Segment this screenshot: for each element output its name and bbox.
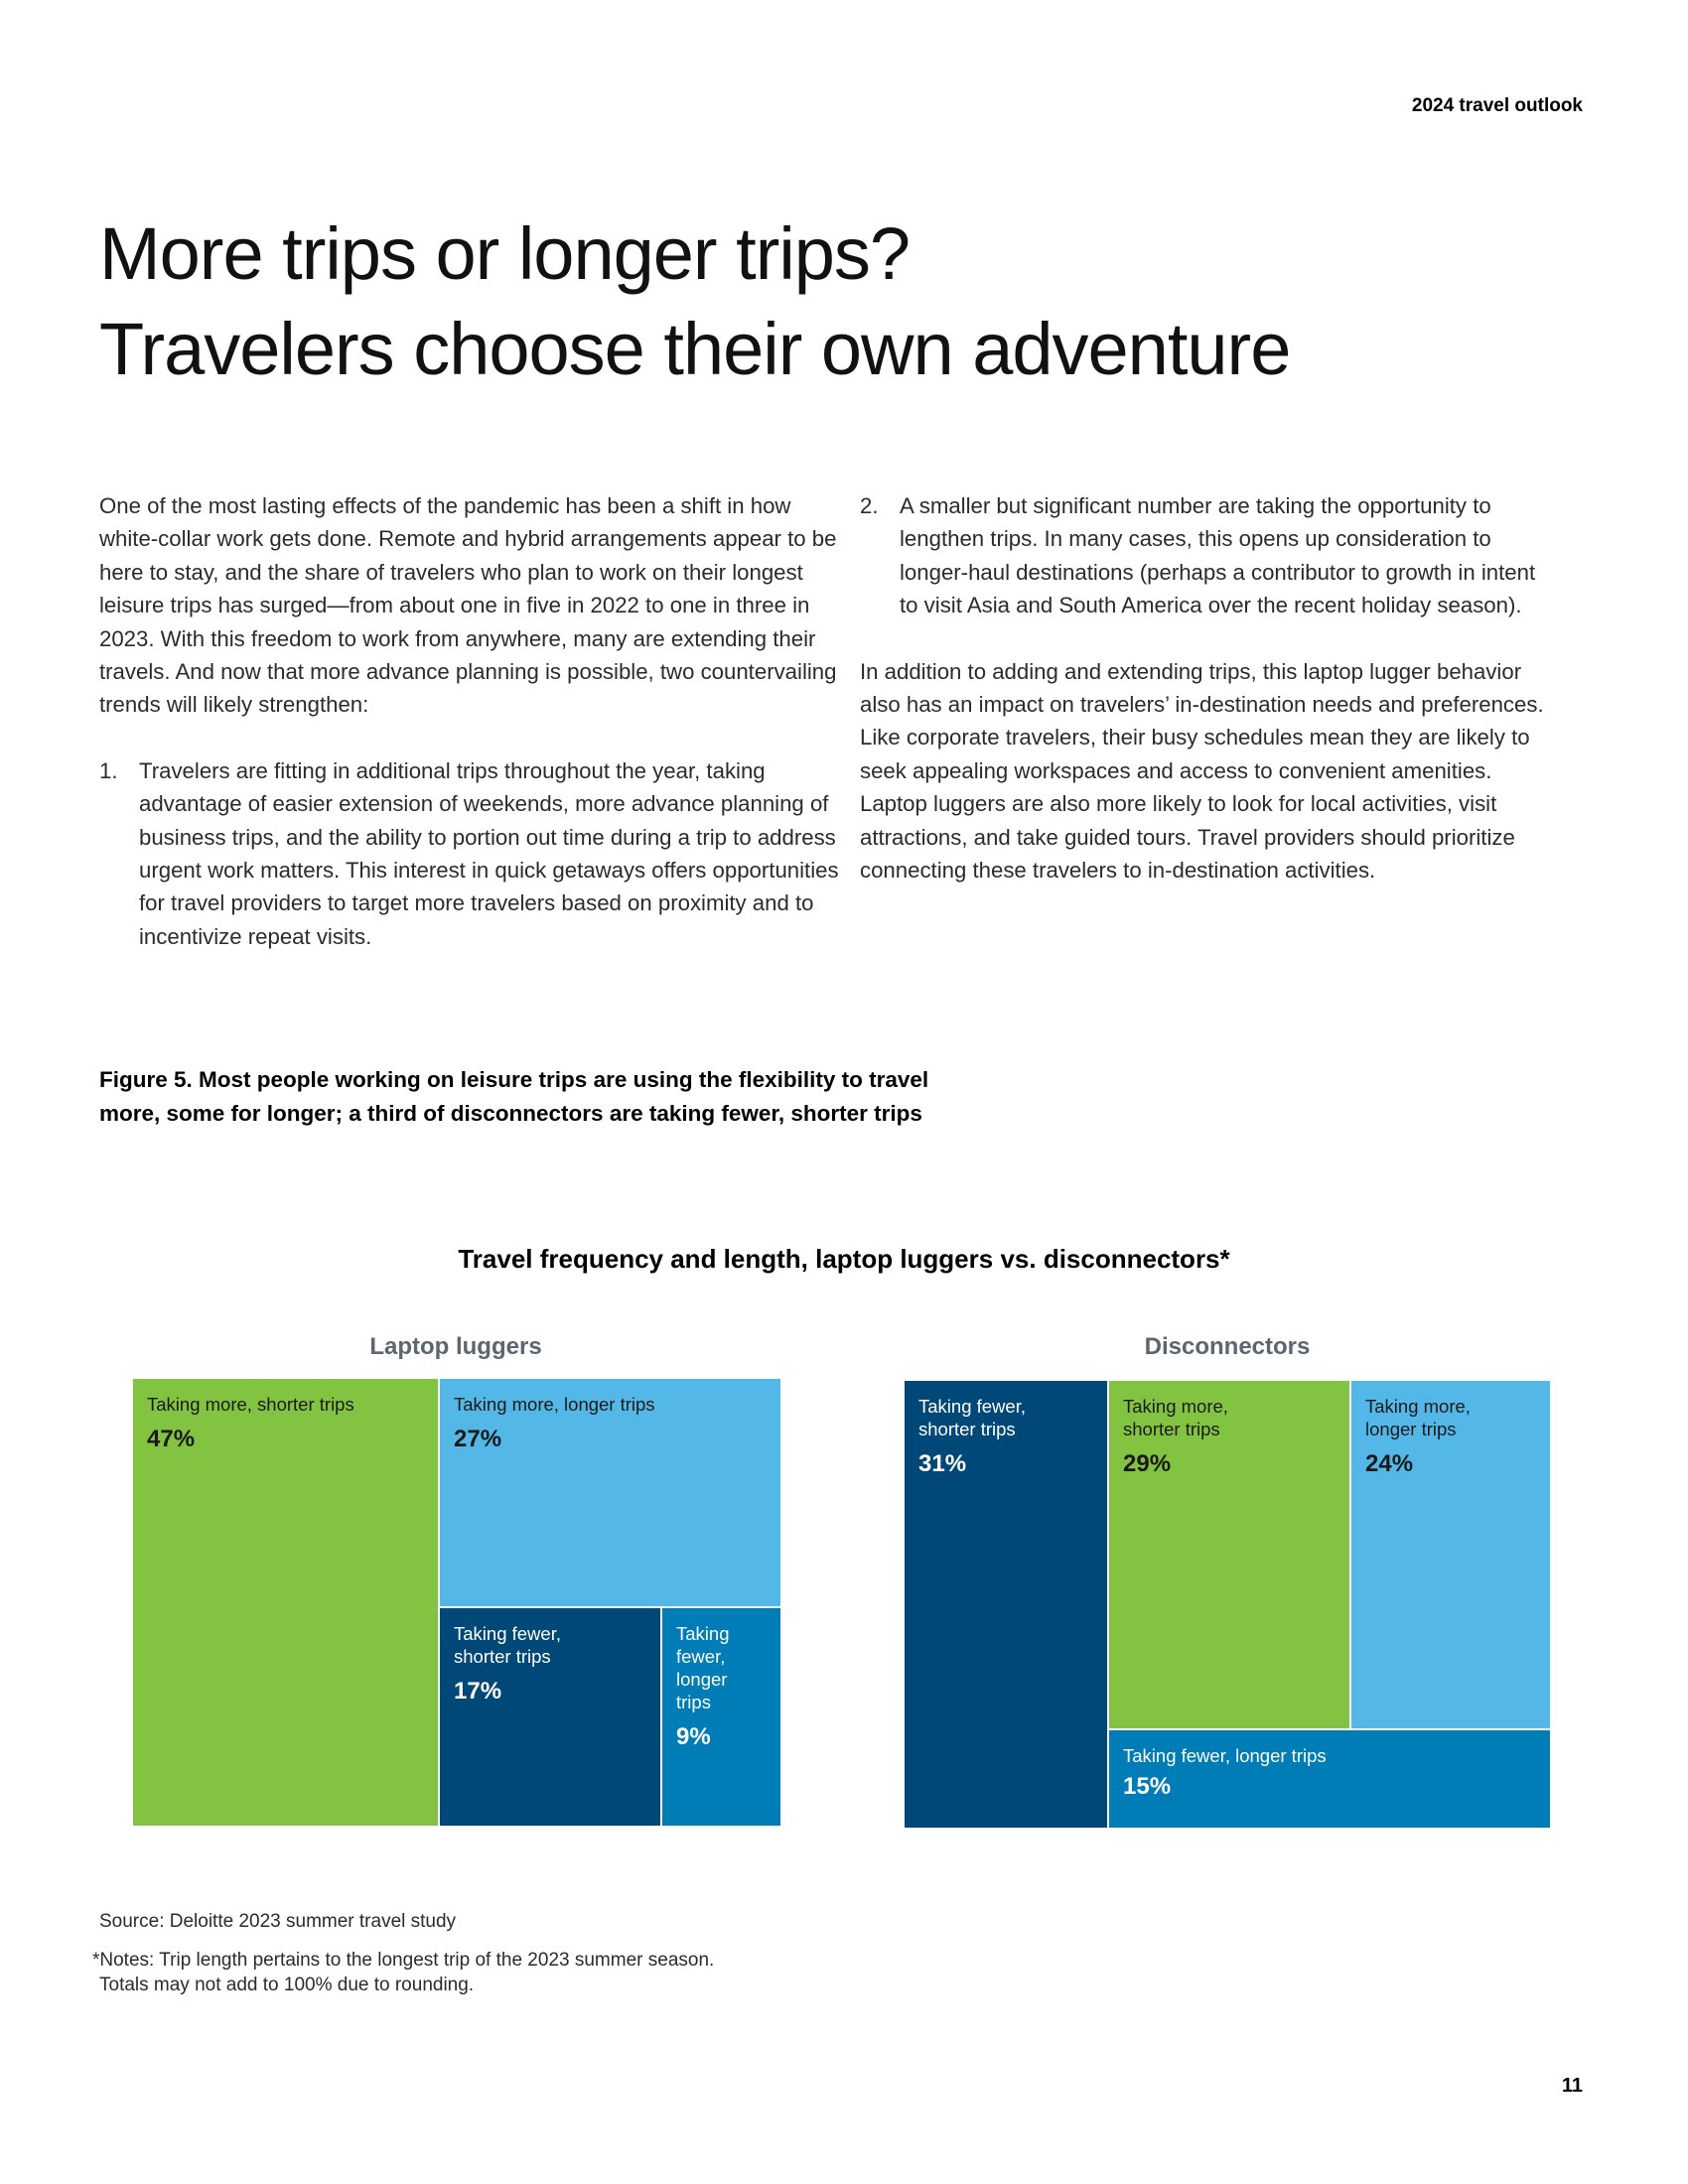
page-title-line-2: Travelers choose their own adventure xyxy=(99,308,1291,390)
page-number: 11 xyxy=(1561,2075,1583,2097)
body-column-right xyxy=(860,489,1555,887)
panel-label-laptop-luggers: Laptop luggers xyxy=(369,1333,542,1360)
list-number-1: 1. xyxy=(99,757,118,783)
tile-label: Taking fewer, longer trips xyxy=(676,1623,730,1712)
tile-value: 24% xyxy=(1365,1450,1414,1477)
chart-title: Travel frequency and length, laptop luggers vs. disconnectors* xyxy=(458,1244,1230,1274)
page-title-line-1: More trips or longer trips? xyxy=(99,212,911,295)
source-note: Source: Deloitte 2023 summer travel study xyxy=(99,1911,457,1932)
list-item-1 xyxy=(99,754,839,953)
tile-ll-more-longer xyxy=(440,1379,780,1606)
tile-ll-fewer-longer xyxy=(662,1608,780,1826)
tile-value: 27% xyxy=(454,1426,502,1452)
tile-label: Taking more, longer trips xyxy=(454,1394,655,1415)
tile-value: 31% xyxy=(918,1450,967,1477)
tile-value: 47% xyxy=(147,1426,196,1452)
tile-dc-more-shorter xyxy=(1109,1381,1349,1728)
list-item-2-text: A smaller but significant number are taking the opportunity to lengthen trips. In many cases, this opens up consideration to longer-haul destinations (perhaps a contributor to growth in intent to visit Asia and South America over the recent holiday season). xyxy=(900,493,1536,618)
figure-caption xyxy=(99,1063,1092,1131)
notes xyxy=(92,1948,986,1997)
tile-label: Taking more, shorter trips xyxy=(1123,1396,1228,1439)
intro-paragraph: One of the most lasting effects of the pandemic has been a shift in how white-collar work gets done. Remote and hybrid arrangements appear to be here to stay, and the share of travelers who plan to work on their longest leisure trips has surged—from about one in five in 2022 to one in three in 2023. With this freedom to work from anywhere, many are extending their travels. And now that more advance planning is possible, two countervailing trends will likely strengthen: xyxy=(99,493,837,718)
tile-dc-fewer-shorter xyxy=(905,1381,1107,1828)
tile-label: Taking fewer, shorter trips xyxy=(918,1396,1026,1439)
tile-ll-fewer-shorter xyxy=(440,1608,660,1826)
tile-dc-fewer-longer xyxy=(1109,1730,1550,1828)
closing-paragraph: In addition to adding and extending trips, this laptop lugger behavior also has an impact on travelers’ in-destination needs and preferences. Like corporate travelers, their busy schedules mean they are likely to seek appealing workspaces and access to convenient amenities. Laptop luggers are also more likely to look for local activities, visit attractions, and take guided tours. Travel providers should prioritize connecting these travelers to in-destination activities. xyxy=(860,658,1544,884)
header-label: 2024 travel outlook xyxy=(1411,95,1583,116)
tile-label: Taking more, longer trips xyxy=(1365,1396,1471,1439)
tile-value: 15% xyxy=(1123,1773,1172,1800)
body-column-left xyxy=(99,489,839,953)
panel-label-disconnectors: Disconnectors xyxy=(1144,1333,1311,1360)
tile-ll-more-shorter xyxy=(133,1379,438,1826)
notes-line-1: *Notes: Trip length pertains to the longest trip of the 2023 summer season. xyxy=(92,1950,715,1971)
tile-dc-more-longer xyxy=(1351,1381,1550,1728)
page-title xyxy=(99,206,1489,397)
tile-label: Taking more, shorter trips xyxy=(147,1394,354,1415)
list-number-2: 2. xyxy=(860,493,879,518)
figure-caption-line-1: Figure 5. Most people working on leisure trips are using the flexibility to travel xyxy=(99,1067,929,1092)
tile-value: 9% xyxy=(676,1723,711,1750)
tile-label: Taking fewer, longer trips xyxy=(1123,1745,1327,1766)
notes-line-2: Totals may not add to 100% due to rounding. xyxy=(99,1975,475,1995)
tile-label: Taking fewer, shorter trips xyxy=(454,1623,561,1667)
tile-value: 17% xyxy=(454,1678,502,1705)
figure-caption-line-2: more, some for longer; a third of disconnectors are taking fewer, shorter trips xyxy=(99,1101,922,1126)
list-item-1-text: Travelers are fitting in additional trips throughout the year, taking advantage of easier extension of weekends, more advance planning of business trips, and the ability to portion out time during a trip to address urgent work matters. This interest in quick getaways offers opportunities for travel providers to target more travelers based on proximity and to incentivize repeat visits. xyxy=(139,757,839,949)
tile-value: 29% xyxy=(1123,1450,1172,1477)
list-item-2 xyxy=(860,489,1555,622)
